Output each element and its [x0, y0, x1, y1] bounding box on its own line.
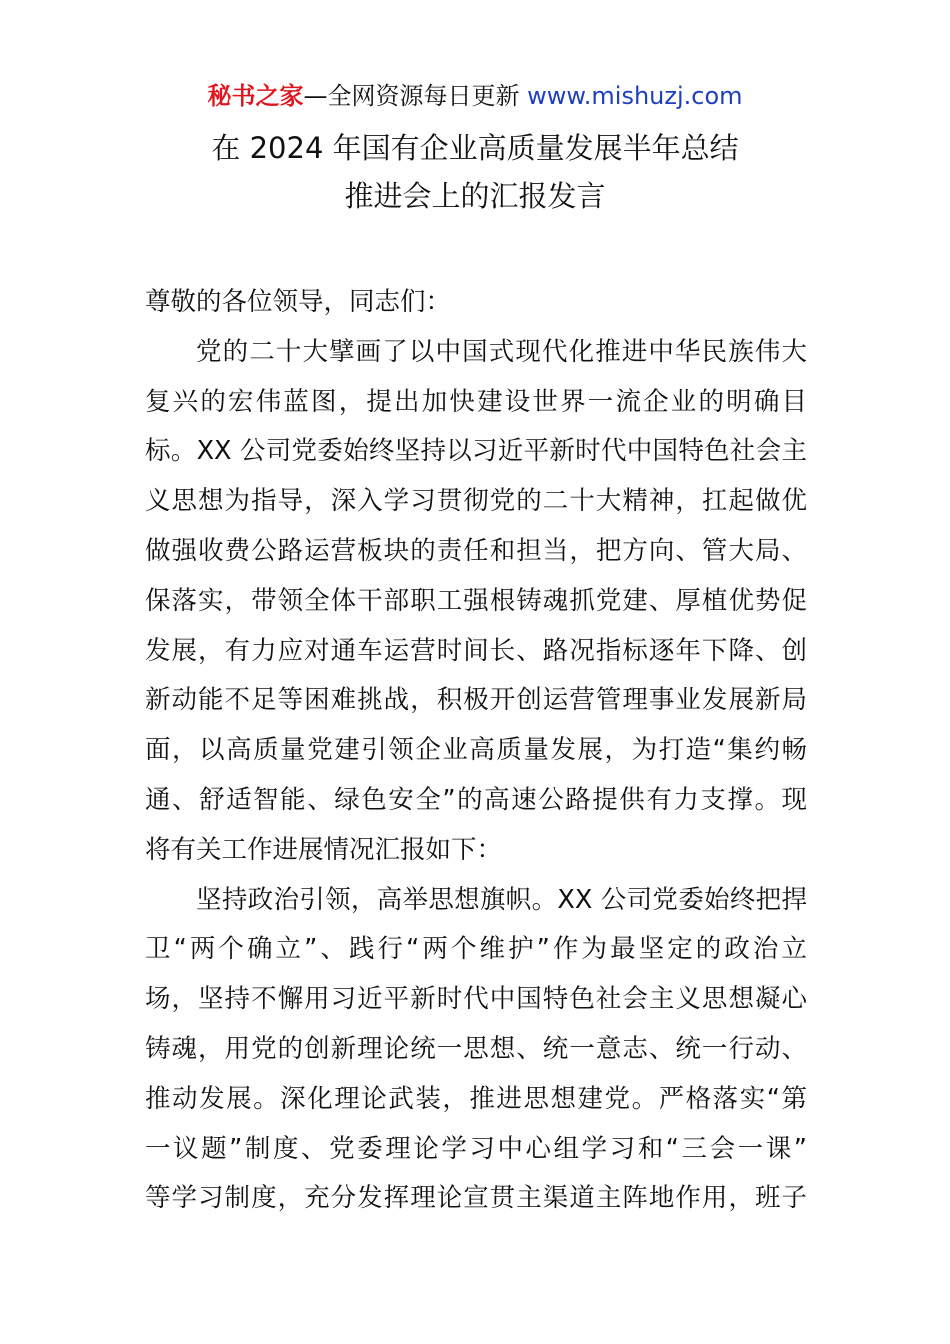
site-url-link[interactable]: www.mishuzj.com [527, 82, 743, 110]
site-brand: 秘书之家 [207, 82, 304, 110]
paragraph-1-line: 发展，有力应对通车运营时间长、路况指标逐年下降、创 [145, 635, 807, 666]
paragraph-2-line: 卫“两个确立”、践行“两个维护”作为最坚定的政治立 [145, 934, 807, 965]
paragraph-1-line: 保落实，带领全体干部职工强根铸魂抓党建、厚植优势促 [145, 585, 807, 616]
paragraph-2-line: 铸魂，用党的创新理论统一思想、统一意志、统一行动、 [145, 1033, 807, 1064]
document-title-line-1: 在 2024 年国有企业高质量发展半年总结 [211, 131, 739, 165]
paragraph-1-line: 将有关工作进展情况汇报如下： [145, 834, 503, 865]
paragraph-1-line: 新动能不足等困难挑战，积极开创运营管理事业发展新局 [145, 685, 807, 716]
paragraph-1-line: 标。XX 公司党委始终坚持以习近平新时代中国特色社会主 [145, 436, 807, 467]
site-header [0, 78, 950, 114]
paragraph-2-line: 场，坚持不懈用习近平新时代中国特色社会主义思想凝心 [145, 984, 807, 1015]
paragraph-2-line: 一议题”制度、党委理论学习中心组学习和“三会一课” [145, 1133, 807, 1164]
paragraph-1-line: 通、舒适智能、绿色安全”的高速公路提供有力支撑。现 [145, 784, 807, 815]
paragraph-2-line: 坚持政治引领，高举思想旗帜。XX 公司党委始终把捍 [196, 884, 807, 915]
document-title-line-2: 推进会上的汇报发言 [344, 179, 606, 213]
paragraph-2-line: 推动发展。深化理论武装，推进思想建党。严格落实“第 [145, 1083, 807, 1114]
paragraph-1-line: 做强收费公路运营板块的责任和担当，把方向、管大局、 [145, 535, 807, 566]
paragraph-1-line: 面，以高质量党建引领企业高质量发展，为打造“集约畅 [145, 735, 807, 766]
site-slogan: —全网资源每日更新 [303, 82, 528, 110]
document-body [145, 278, 807, 1224]
paragraph-2-line: 等学习制度，充分发挥理论宣贯主渠道主阵地作用，班子 [145, 1183, 807, 1214]
paragraph-1-line: 复兴的宏伟蓝图，提出加快建设世界一流企业的明确目 [145, 386, 807, 417]
paragraph-1-line: 党的二十大擘画了以中国式现代化推进中华民族伟大 [196, 336, 807, 367]
greeting: 尊敬的各位领导，同志们： [145, 287, 452, 317]
paragraph-1-line: 义思想为指导，深入学习贯彻党的二十大精神，扛起做优 [145, 486, 807, 517]
